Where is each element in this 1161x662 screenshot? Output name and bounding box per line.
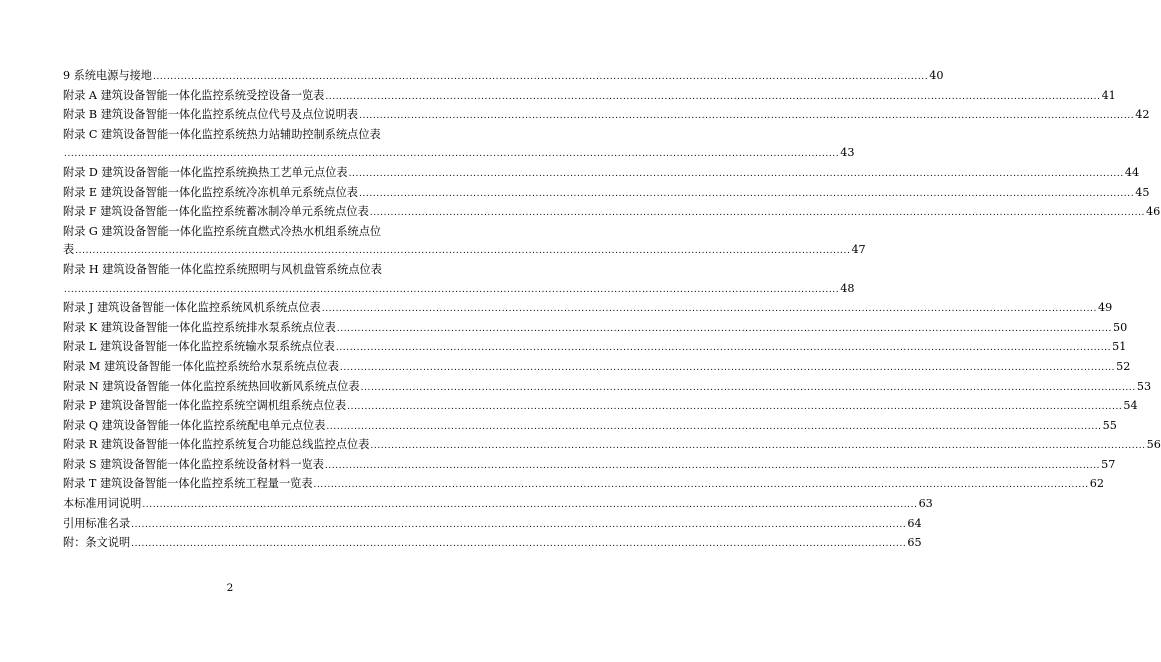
toc-entry[interactable]	[63, 319, 1128, 339]
toc-entry[interactable]	[63, 456, 1116, 476]
toc-leader-dots	[325, 88, 1100, 107]
toc-entry-page: 64	[907, 516, 922, 530]
toc-leader-dots	[326, 418, 1101, 437]
toc-entry[interactable]	[63, 203, 1161, 223]
toc-entry[interactable]	[63, 223, 866, 261]
toc-entry[interactable]	[63, 67, 944, 87]
toc-leader-dots	[64, 145, 839, 164]
toc-entry-title: 附录 L 建筑设备智能一体化监控系统输水泵系统点位表	[63, 340, 335, 354]
toc-entry-page: 47	[851, 243, 866, 257]
toc-entry-page: 49	[1097, 301, 1113, 315]
toc-entry-page: 56	[1146, 438, 1161, 452]
toc-leader-dots	[370, 204, 1145, 223]
toc-leader-dots	[361, 379, 1136, 398]
toc-entry-title: 附录 E 建筑设备智能一体化监控系统冷冻机单元系统点位表	[63, 185, 358, 199]
toc-entry-title: 附录 N 建筑设备智能一体化监控系统热回收新风系统点位表	[63, 379, 360, 393]
toc-entry-page: 44	[1124, 165, 1140, 179]
toc-entry[interactable]	[63, 475, 1104, 495]
toc-entry-title: 附录 G 建筑设备智能一体化监控系统直燃式冷热水机组系统点位	[63, 224, 382, 238]
toc-entry-page: 53	[1136, 379, 1152, 393]
toc-entry-title: 附录 K 建筑设备智能一体化监控系统排水泵系统点位表	[63, 320, 336, 334]
toc-entry[interactable]	[63, 436, 1161, 456]
toc-entry-title: 附录 B 建筑设备智能一体化监控系统点位代号及点位说明表	[63, 108, 359, 122]
toc-entry-title: 附录 P 建筑设备智能一体化监控系统空调机组系统点位表	[63, 399, 347, 413]
toc-entry[interactable]	[63, 106, 1150, 126]
toc-leader-dots	[322, 300, 1097, 319]
toc-entry-title: 附：条文说明	[63, 536, 131, 550]
toc-entry-title: 引用标准名录	[63, 516, 131, 530]
table-of-contents	[63, 67, 1161, 554]
toc-leader-dots	[336, 339, 1111, 358]
toc-entry[interactable]	[63, 534, 922, 554]
toc-entry-title: 附录 C 建筑设备智能一体化监控系统热力站辅助控制系统点位表	[63, 127, 381, 141]
toc-leader-dots	[75, 242, 850, 261]
toc-entry-title: 附录 R 建筑设备智能一体化监控系统复合功能总线监控点位表	[63, 438, 370, 452]
toc-entry-title: 附录 S 建筑设备智能一体化监控系统设备材料一览表	[63, 457, 324, 471]
toc-entry-page: 45	[1135, 185, 1150, 199]
toc-entry-title: 附录 Q 建筑设备智能一体化监控系统配电单元点位表	[63, 418, 326, 432]
toc-leader-dots	[153, 68, 928, 87]
toc-entry-page: 65	[907, 536, 922, 550]
toc-entry-title: 附录 M 建筑设备智能一体化监控系统给水泵系统点位表	[63, 359, 339, 373]
toc-leader-dots	[142, 496, 917, 515]
toc-entry-page: 41	[1101, 88, 1116, 102]
toc-entry[interactable]	[63, 417, 1117, 437]
toc-entry-title: 附录 T 建筑设备智能一体化监控系统工程量一览表	[63, 477, 313, 491]
toc-entry-title: 附录 H 建筑设备智能一体化监控系统照明与风机盘管系统点位表	[63, 262, 382, 276]
toc-entry[interactable]	[63, 358, 1131, 378]
toc-entry[interactable]	[63, 184, 1150, 204]
toc-leader-dots	[370, 437, 1145, 456]
toc-entry[interactable]	[63, 515, 922, 535]
toc-entry-title: 附录 D 建筑设备智能一体化监控系统换热工艺单元点位表	[63, 165, 348, 179]
toc-entry-page: 42	[1135, 108, 1150, 122]
toc-leader-dots	[131, 516, 906, 535]
toc-entry-title: 附录 F 建筑设备智能一体化监控系统蓄冰制冷单元系统点位表	[63, 205, 369, 219]
toc-leader-dots	[347, 398, 1122, 417]
toc-entry-page: 48	[840, 281, 855, 295]
toc-entry[interactable]	[63, 397, 1138, 417]
toc-entry-title: 附录 J 建筑设备智能一体化监控系统风机系统点位表	[63, 301, 321, 315]
toc-entry-page: 46	[1146, 205, 1161, 219]
toc-entry-page: 50	[1113, 320, 1128, 334]
toc-entry-title: 9 系统电源与接地	[63, 69, 152, 82]
toc-entry[interactable]	[63, 126, 855, 164]
toc-entry-title: 附录 A 建筑设备智能一体化监控系统受控设备一览表	[63, 88, 325, 102]
toc-leader-dots	[359, 185, 1134, 204]
toc-entry-page: 52	[1116, 359, 1131, 373]
toc-entry[interactable]	[63, 87, 1116, 107]
toc-entry-page: 43	[840, 146, 855, 160]
toc-leader-dots	[337, 320, 1112, 339]
toc-entry[interactable]	[63, 495, 933, 515]
toc-leader-dots	[131, 535, 906, 554]
toc-entry-title-continuation: 表	[63, 243, 75, 257]
toc-leader-dots	[64, 281, 839, 300]
toc-leader-dots	[325, 457, 1100, 476]
toc-leader-dots	[340, 359, 1115, 378]
toc-entry[interactable]	[63, 164, 1140, 184]
toc-entry-page: 62	[1089, 477, 1104, 491]
toc-entry-page: 55	[1102, 418, 1117, 432]
toc-entry[interactable]	[63, 299, 1113, 319]
toc-entry-page: 57	[1101, 457, 1116, 471]
toc-entry[interactable]	[63, 378, 1152, 398]
toc-leader-dots	[349, 165, 1124, 184]
toc-entry[interactable]	[63, 261, 855, 299]
page-number: 2	[226, 582, 234, 594]
toc-entry-page: 51	[1112, 340, 1127, 354]
toc-leader-dots	[314, 476, 1089, 495]
toc-entry-page: 40	[929, 69, 944, 82]
toc-entry-page: 63	[918, 497, 933, 511]
toc-entry-title: 本标准用词说明	[63, 497, 142, 511]
toc-entry[interactable]	[63, 338, 1127, 358]
toc-leader-dots	[359, 107, 1134, 126]
toc-entry-page: 54	[1123, 399, 1138, 413]
